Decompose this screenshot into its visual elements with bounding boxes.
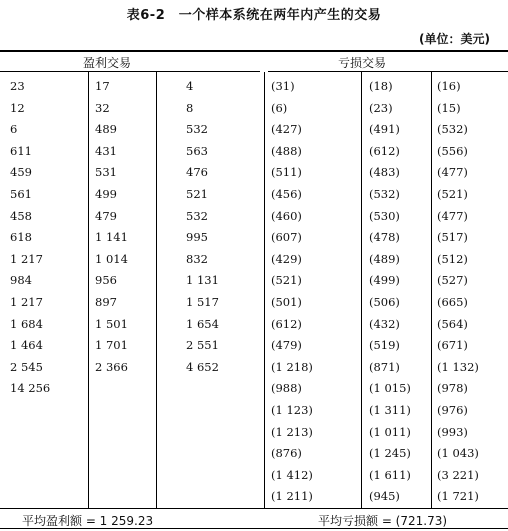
table-cell: (517)	[437, 230, 468, 245]
table-cell: 499	[95, 187, 117, 201]
table-cell: 984	[10, 273, 32, 288]
table-cell: 476	[186, 165, 208, 180]
table-cell: (532)	[437, 122, 468, 137]
table-cell: (1 721)	[437, 489, 479, 504]
table-cell: 6	[10, 122, 18, 137]
table-cell: (521)	[271, 273, 302, 288]
table-cell: 1 464	[10, 338, 43, 353]
table-cell: (612)	[369, 143, 400, 158]
column-divider	[264, 72, 265, 508]
table-cell: 17	[95, 79, 110, 93]
column-divider	[156, 72, 157, 508]
table-cell: (1 211)	[271, 489, 313, 504]
table-cell: 1 701	[95, 338, 128, 353]
table-cell: (519)	[369, 338, 400, 353]
table-cell: (1 011)	[369, 424, 411, 439]
table-cell: (31)	[271, 79, 295, 93]
table-cell: 897	[95, 295, 117, 309]
table-cell: 8	[186, 100, 194, 115]
table-cell: (477)	[437, 208, 468, 223]
table-cell: 12	[10, 100, 25, 115]
table-cell: (1 311)	[369, 403, 411, 417]
table-cell: 1 217	[10, 251, 43, 266]
average-profit: 平均盈利额 = 1 259.23	[22, 514, 154, 528]
unit-label: (单位：美元)	[419, 32, 490, 46]
table-cell: (671)	[437, 338, 468, 353]
table-cell: (456)	[271, 187, 302, 201]
table-cell: 4 652	[186, 359, 219, 374]
table-cell: 618	[10, 230, 32, 245]
table-cell: (1 245)	[369, 446, 411, 461]
table-cell: (1 412)	[271, 467, 313, 482]
table-cell: (976)	[437, 403, 468, 417]
table-cell: (1 132)	[437, 359, 479, 374]
table-cell: (15)	[437, 100, 461, 115]
column-divider	[431, 72, 432, 508]
table-cell: 2 366	[95, 359, 128, 374]
profit-header-underline	[0, 71, 260, 72]
table-cell: 459	[10, 165, 32, 180]
table-cell: 1 014	[95, 251, 128, 266]
table-cell: (612)	[271, 316, 302, 331]
bottom-rule	[0, 508, 508, 509]
table-cell: 2 545	[10, 359, 43, 374]
table-cell: (23)	[369, 100, 393, 115]
table-cell: (3 221)	[437, 467, 479, 482]
table-cell: (491)	[369, 122, 400, 137]
table-cell: (556)	[437, 143, 468, 158]
profit-header: 盈利交易	[83, 56, 132, 70]
table-cell: (1 015)	[369, 381, 411, 396]
table-cell: 489	[95, 122, 117, 137]
table-cell: (945)	[369, 489, 400, 504]
footer-rule	[0, 528, 508, 529]
table-cell: 521	[186, 187, 208, 201]
table-cell: (871)	[369, 359, 400, 374]
table-cell: (988)	[271, 381, 302, 396]
table-cell: 561	[10, 187, 32, 201]
table-cell: (532)	[369, 187, 400, 201]
table-cell: (18)	[369, 79, 393, 93]
loss-header-underline	[268, 71, 508, 72]
table-cell: (501)	[271, 295, 302, 309]
table-cell: 532	[186, 208, 208, 223]
table-cell: 532	[186, 122, 208, 137]
table-cell: (477)	[437, 165, 468, 180]
table-cell: 1 501	[95, 316, 128, 331]
table-cell: 611	[10, 143, 32, 158]
table-cell: (1 213)	[271, 424, 313, 439]
table-cell: (607)	[271, 230, 302, 245]
table-cell: 32	[95, 100, 110, 115]
table-cell: (479)	[271, 338, 302, 353]
table-cell: 995	[186, 230, 208, 245]
table-cell: 23	[10, 79, 25, 93]
table-cell: (432)	[369, 316, 400, 331]
table-cell: 14 256	[10, 381, 51, 396]
column-divider	[88, 72, 89, 508]
table-cell: 1 131	[186, 273, 219, 288]
table-cell: 431	[95, 143, 117, 158]
table-cell: (1 218)	[271, 359, 313, 374]
table-cell: 4	[186, 79, 194, 93]
table-cell: (478)	[369, 230, 400, 245]
table-cell: (1 123)	[271, 403, 313, 417]
table-cell: 832	[186, 251, 208, 266]
table-cell: (1 043)	[437, 446, 479, 461]
table-cell: (1 611)	[369, 467, 411, 482]
loss-header: 亏损交易	[338, 56, 387, 70]
table-cell: (488)	[271, 143, 302, 158]
table-cell: 1 141	[95, 230, 128, 245]
table-cell: (483)	[369, 165, 400, 180]
table-cell: (512)	[437, 251, 468, 266]
table-cell: 2 551	[186, 338, 219, 353]
table-cell: (489)	[369, 251, 400, 266]
table-cell: (993)	[437, 424, 468, 439]
table-cell: 479	[95, 208, 117, 223]
table-cell: (6)	[271, 100, 288, 115]
table-cell: (511)	[271, 165, 302, 180]
average-loss: 平均亏损额 = (721.73)	[318, 514, 448, 528]
table-cell: (460)	[271, 208, 302, 223]
table-cell: 1 517	[186, 295, 219, 309]
table-cell: 531	[95, 165, 117, 180]
table-cell: (876)	[271, 446, 302, 461]
table-cell: 563	[186, 143, 208, 158]
column-divider	[361, 72, 362, 508]
top-rule	[0, 50, 508, 52]
table-cell: (530)	[369, 208, 400, 223]
table-cell: (521)	[437, 187, 468, 201]
table-cell: 1 654	[186, 316, 219, 331]
table-cell: (564)	[437, 316, 468, 331]
table-cell: (427)	[271, 122, 302, 137]
table-title: 表6-2 一个样本系统在两年内产生的交易	[126, 8, 382, 23]
table-cell: (527)	[437, 273, 468, 288]
table-cell: 458	[10, 208, 32, 223]
table-cell: (16)	[437, 79, 461, 93]
table-cell: (978)	[437, 381, 468, 396]
table-cell: (499)	[369, 273, 400, 288]
table-cell: (429)	[271, 251, 302, 266]
table-cell: 1 217	[10, 295, 43, 309]
table-cell: 1 684	[10, 316, 43, 331]
table-cell: (506)	[369, 295, 400, 309]
table-cell: (665)	[437, 295, 468, 309]
table-cell: 956	[95, 273, 117, 288]
